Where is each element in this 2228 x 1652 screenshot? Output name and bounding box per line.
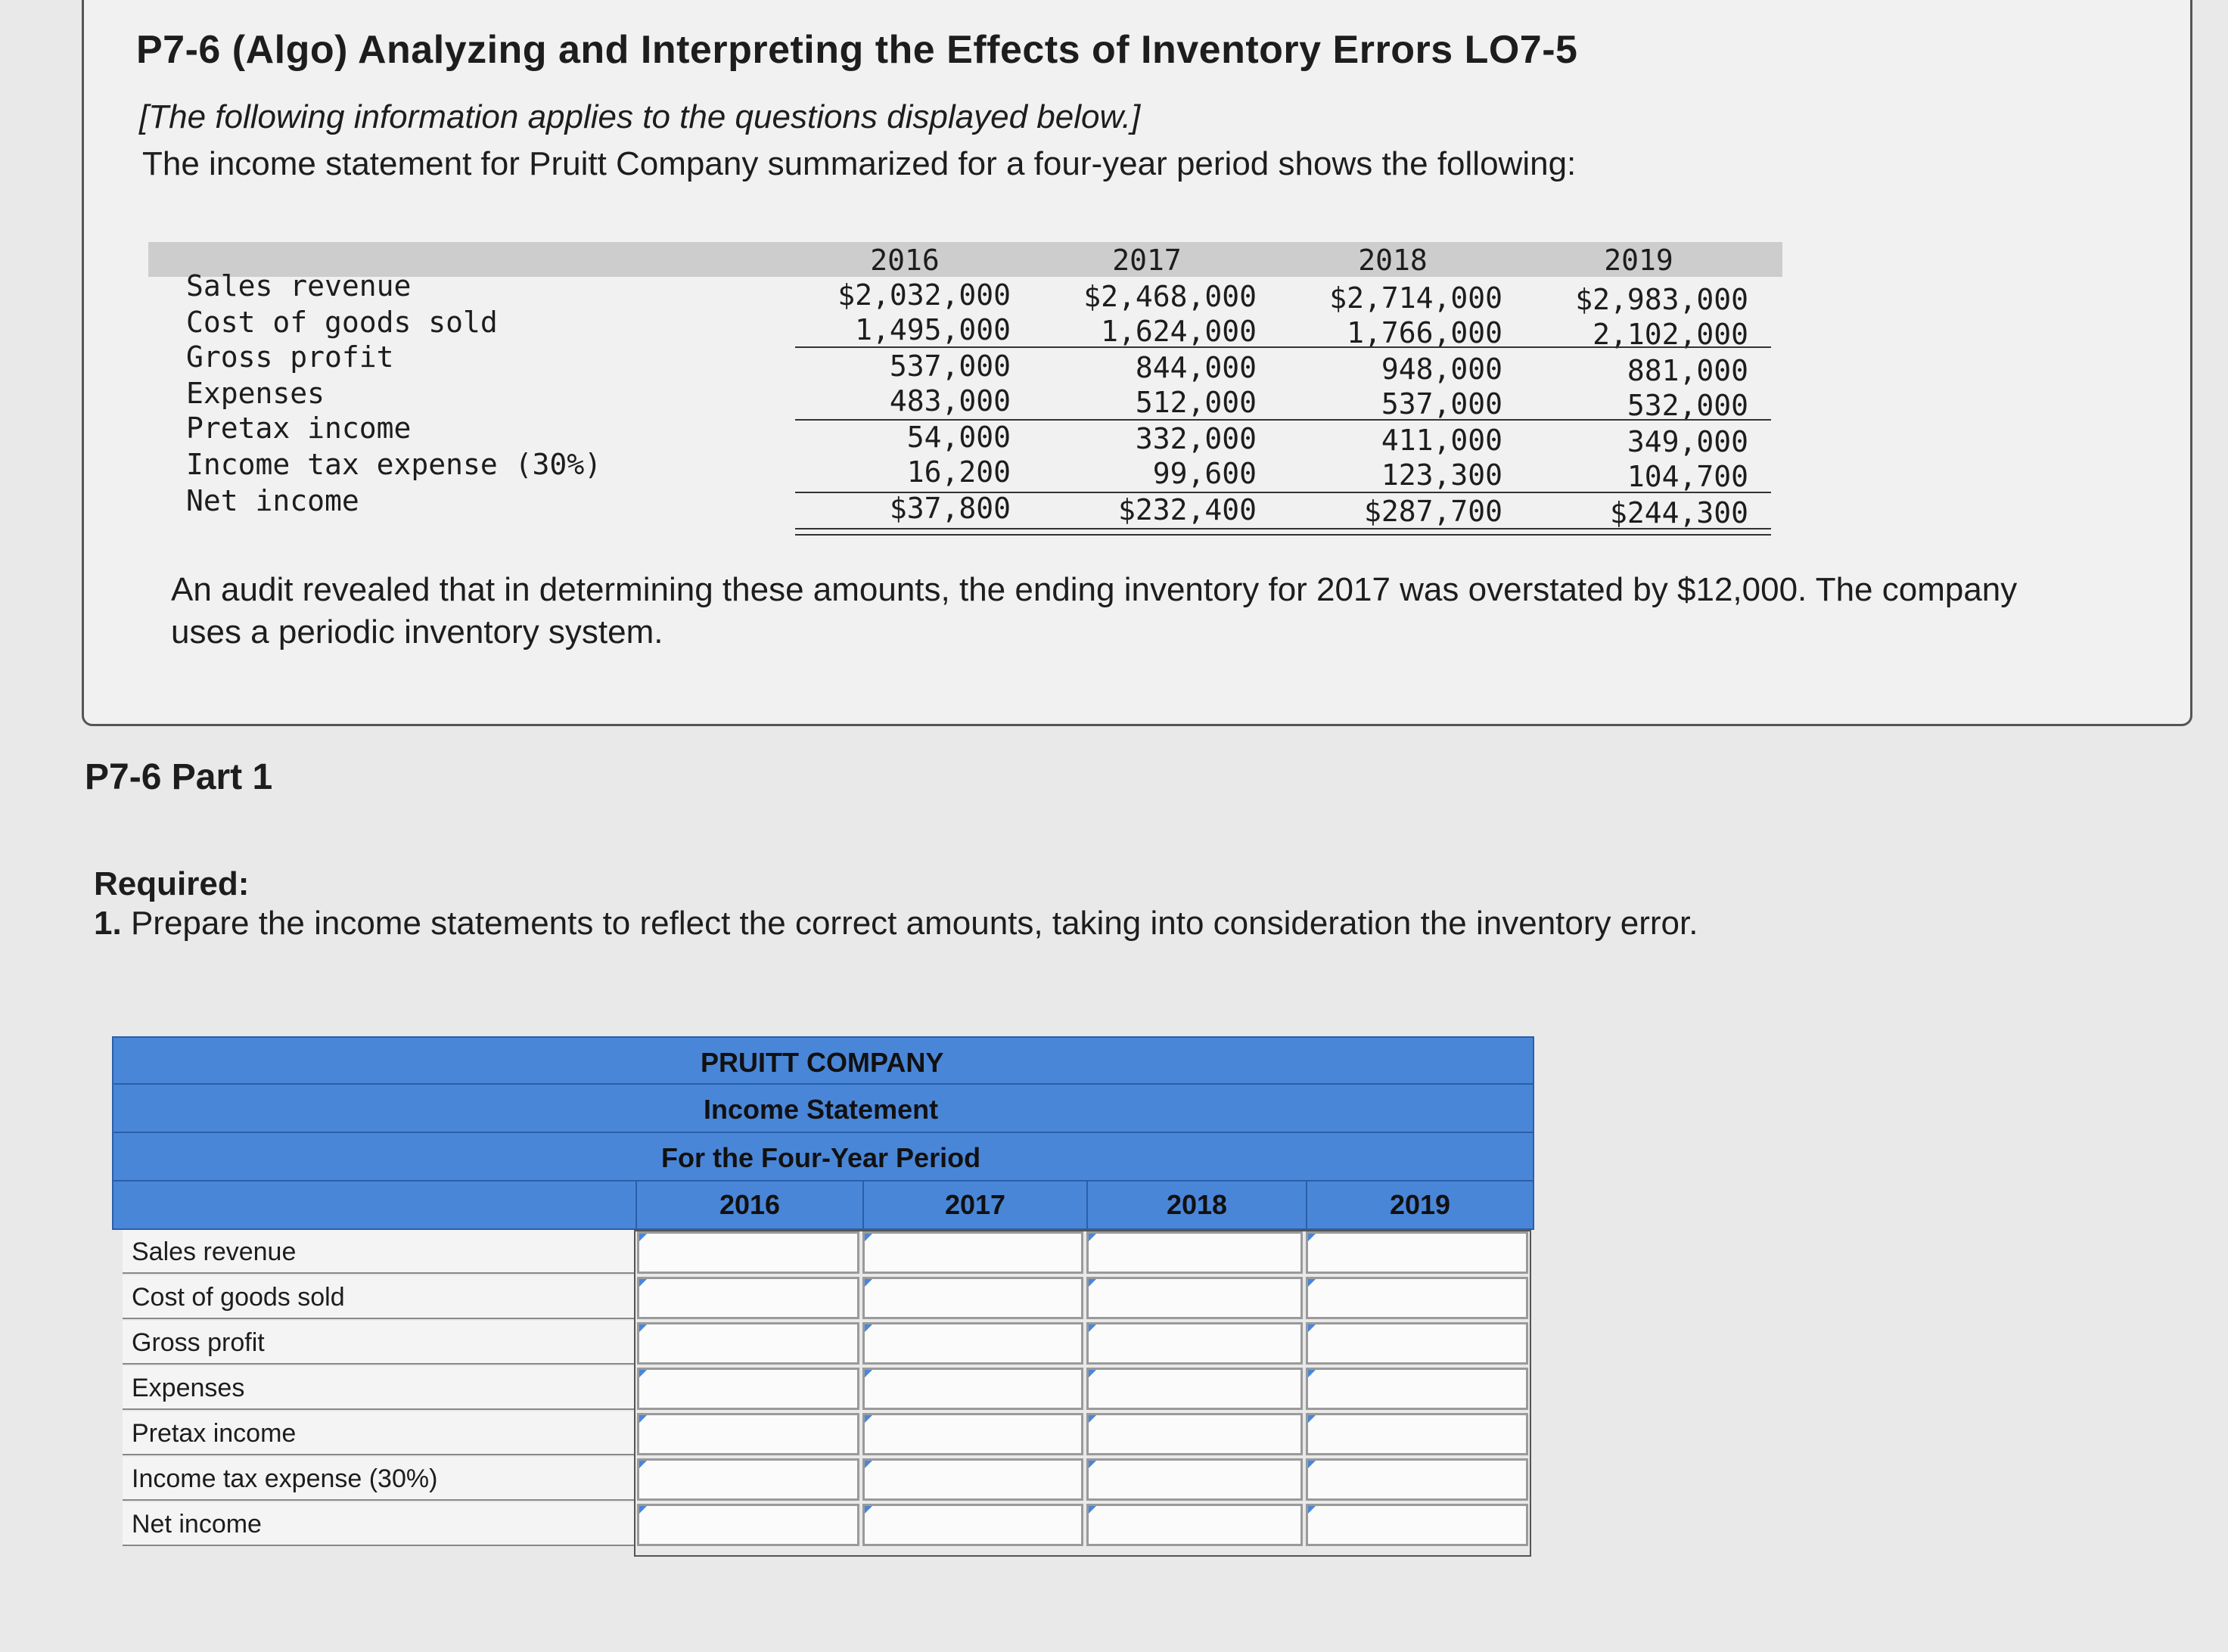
worksheet-period-row bbox=[112, 1133, 1534, 1182]
subtotal-rule bbox=[795, 492, 1771, 493]
worksheet-title-row bbox=[112, 1085, 1534, 1133]
stmt-cell: $37,800 bbox=[889, 492, 1011, 525]
worksheet-title: Income Statement bbox=[704, 1094, 939, 1125]
input-cogs-2017[interactable] bbox=[862, 1277, 1083, 1319]
stmt-cell: $2,714,000 bbox=[1329, 281, 1502, 315]
problem-title: P7-6 (Algo) Analyzing and Interpreting the Effects of Inventory Errors LO7-5 bbox=[136, 28, 1578, 72]
input-sales-2016[interactable] bbox=[637, 1231, 859, 1274]
input-tax-2019[interactable] bbox=[1306, 1458, 1528, 1501]
part-title: P7-6 Part 1 bbox=[85, 757, 273, 797]
stmt-label-sales: Sales revenue bbox=[186, 269, 412, 303]
table-row bbox=[112, 1366, 1534, 1411]
stmt-label-net: Net income bbox=[186, 484, 359, 517]
required-number: 1. bbox=[94, 905, 122, 942]
input-gross-2019[interactable] bbox=[1306, 1322, 1528, 1365]
row-label-expenses: Expenses bbox=[123, 1366, 634, 1410]
table-row bbox=[112, 1321, 1534, 1366]
input-cogs-2018[interactable] bbox=[1086, 1277, 1303, 1319]
table-row bbox=[112, 1230, 1534, 1275]
stmt-cell: 332,000 bbox=[1135, 422, 1257, 455]
stmt-label-tax: Income tax expense (30%) bbox=[186, 448, 602, 481]
worksheet-year-2017: 2017 bbox=[862, 1182, 1086, 1228]
stmt-label-cogs: Cost of goods sold bbox=[186, 306, 498, 339]
row-label-net: Net income bbox=[123, 1502, 634, 1546]
input-pretax-2018[interactable] bbox=[1086, 1413, 1303, 1455]
stmt-cell: 349,000 bbox=[1627, 425, 1748, 458]
row-label-pretax: Pretax income bbox=[123, 1411, 634, 1455]
worksheet-body bbox=[112, 1230, 1534, 1548]
row-label-gross: Gross profit bbox=[123, 1321, 634, 1365]
stmt-cell: 104,700 bbox=[1627, 460, 1748, 493]
subtotal-rule bbox=[795, 346, 1771, 348]
input-sales-2018[interactable] bbox=[1086, 1231, 1303, 1274]
stmt-cell: 99,600 bbox=[1152, 457, 1257, 490]
stmt-label-pretax: Pretax income bbox=[186, 411, 412, 445]
year-2017-header: 2017 bbox=[1112, 244, 1182, 277]
stmt-cell: $2,983,000 bbox=[1575, 283, 1748, 316]
required-text bbox=[94, 905, 1698, 942]
stmt-label-gross: Gross profit bbox=[186, 340, 394, 374]
stmt-cell: $287,700 bbox=[1363, 495, 1502, 528]
stmt-cell: 54,000 bbox=[906, 421, 1011, 454]
table-row bbox=[112, 1457, 1534, 1502]
input-pretax-2016[interactable] bbox=[637, 1413, 859, 1455]
stmt-cell: 537,000 bbox=[889, 349, 1011, 383]
year-2018-header: 2018 bbox=[1358, 244, 1428, 277]
input-tax-2017[interactable] bbox=[862, 1458, 1083, 1501]
stmt-cell: 123,300 bbox=[1381, 458, 1502, 492]
given-income-statement bbox=[148, 242, 1782, 537]
table-row bbox=[112, 1275, 1534, 1321]
row-label-tax: Income tax expense (30%) bbox=[123, 1457, 634, 1501]
intro-text: The income statement for Pruitt Company summarized for a four-year period shows the following: bbox=[142, 145, 1577, 182]
worksheet-year-2016: 2016 bbox=[635, 1182, 862, 1228]
stmt-cell: 16,200 bbox=[906, 455, 1011, 489]
year-2016-header: 2016 bbox=[870, 244, 940, 277]
double-rule-bottom bbox=[795, 534, 1771, 536]
stmt-cell: 532,000 bbox=[1627, 389, 1748, 422]
row-label-cogs: Cost of goods sold bbox=[123, 1275, 634, 1319]
info-note: [The following information applies to the questions displayed below.] bbox=[139, 98, 1141, 135]
input-tax-2018[interactable] bbox=[1086, 1458, 1303, 1501]
worksheet-company: PRUITT COMPANY bbox=[701, 1047, 944, 1078]
stmt-cell: 1,624,000 bbox=[1101, 315, 1257, 348]
double-rule-top bbox=[795, 528, 1771, 529]
input-expenses-2016[interactable] bbox=[637, 1368, 859, 1410]
stmt-cell: 881,000 bbox=[1627, 354, 1748, 387]
stmt-cell: $2,468,000 bbox=[1083, 280, 1257, 313]
stmt-cell: 411,000 bbox=[1381, 424, 1502, 457]
stmt-cell: 844,000 bbox=[1135, 351, 1257, 384]
input-pretax-2019[interactable] bbox=[1306, 1413, 1528, 1455]
input-cogs-2019[interactable] bbox=[1306, 1277, 1528, 1319]
stmt-label-expenses: Expenses bbox=[186, 377, 325, 410]
input-pretax-2017[interactable] bbox=[862, 1413, 1083, 1455]
input-net-2017[interactable] bbox=[862, 1504, 1083, 1546]
table-row bbox=[112, 1502, 1534, 1548]
required-instruction: Prepare the income statements to reflect the correct amounts, taking into consideration the inventory error. bbox=[130, 905, 1698, 942]
stmt-cell: $2,032,000 bbox=[837, 278, 1011, 312]
audit-text: An audit revealed that in determining these amounts, the ending inventory for 2017 was overstated by $12,000. The company uses a periodic inventory system. bbox=[171, 571, 2018, 651]
worksheet-company-row bbox=[112, 1036, 1534, 1085]
input-sales-2017[interactable] bbox=[862, 1231, 1083, 1274]
input-gross-2016[interactable] bbox=[637, 1322, 859, 1365]
stmt-cell: 1,495,000 bbox=[855, 313, 1011, 346]
required-label: Required: bbox=[94, 865, 250, 902]
stmt-cell: 948,000 bbox=[1381, 352, 1502, 386]
input-net-2018[interactable] bbox=[1086, 1504, 1303, 1546]
input-net-2016[interactable] bbox=[637, 1504, 859, 1546]
input-tax-2016[interactable] bbox=[637, 1458, 859, 1501]
input-expenses-2019[interactable] bbox=[1306, 1368, 1528, 1410]
input-sales-2019[interactable] bbox=[1306, 1231, 1528, 1274]
stmt-cell: $232,400 bbox=[1117, 493, 1257, 526]
subtotal-rule bbox=[795, 419, 1771, 421]
stmt-cell: 2,102,000 bbox=[1593, 318, 1748, 351]
row-label-sales: Sales revenue bbox=[123, 1230, 634, 1274]
worksheet-year-2018: 2018 bbox=[1086, 1182, 1306, 1228]
stmt-cell: 483,000 bbox=[889, 384, 1011, 418]
worksheet-year-2019: 2019 bbox=[1306, 1182, 1533, 1228]
stmt-cell: 537,000 bbox=[1381, 387, 1502, 421]
input-gross-2017[interactable] bbox=[862, 1322, 1083, 1365]
stmt-cell: $244,300 bbox=[1609, 496, 1748, 529]
input-net-2019[interactable] bbox=[1306, 1504, 1528, 1546]
table-row bbox=[112, 1411, 1534, 1457]
input-cogs-2016[interactable] bbox=[637, 1277, 859, 1319]
worksheet-year-row bbox=[112, 1182, 1534, 1230]
input-gross-2018[interactable] bbox=[1086, 1322, 1303, 1365]
input-expenses-2018[interactable] bbox=[1086, 1368, 1303, 1410]
input-expenses-2017[interactable] bbox=[862, 1368, 1083, 1410]
stmt-cell: 512,000 bbox=[1135, 386, 1257, 419]
year-2019-header: 2019 bbox=[1604, 244, 1673, 277]
stmt-cell: 1,766,000 bbox=[1347, 316, 1502, 349]
income-statement-worksheet bbox=[112, 1036, 1534, 1548]
worksheet-period: For the Four-Year Period bbox=[661, 1142, 981, 1173]
